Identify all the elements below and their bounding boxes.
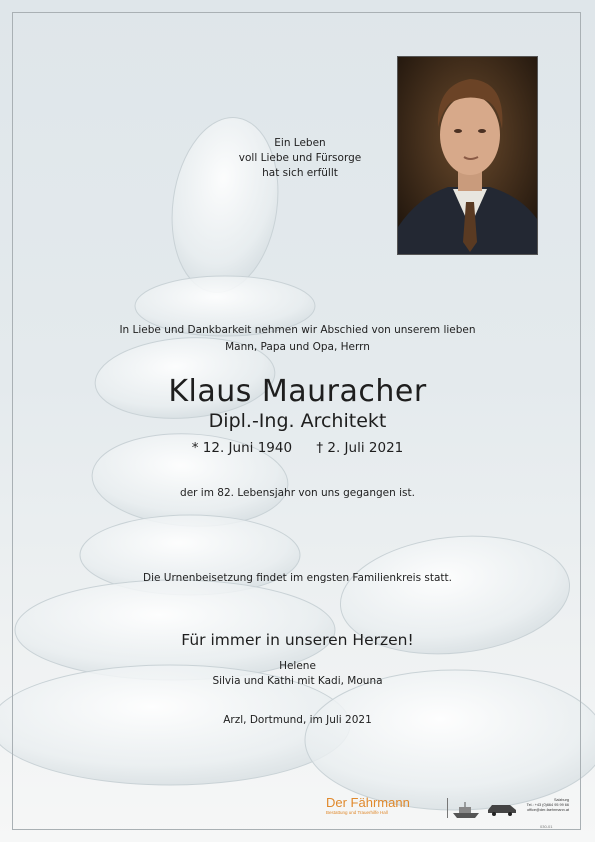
mourner-line-2: Silvia und Kathi mit Kadi, Mouna: [212, 675, 383, 687]
deceased-name: Klaus Mauracher: [168, 374, 427, 409]
deceased-title: Dipl.-Ing. Architekt: [208, 410, 387, 432]
motto: [200, 136, 400, 181]
intro-text: [0, 322, 595, 356]
contact-line-1: Salzburg: [554, 798, 569, 802]
motto-line-1: Ein Leben: [274, 137, 326, 149]
funeral-home-contact: [519, 798, 569, 813]
portrait-image: [398, 57, 538, 255]
mourners: [0, 659, 595, 689]
slogan: Für immer in unseren Herzen!: [181, 631, 414, 649]
portrait-photo: [397, 56, 538, 255]
intro-line-1: In Liebe und Dankbarkeit nehmen wir Abschied von unserem lieben: [119, 324, 476, 336]
birth-date: * 12. Juni 1940: [191, 440, 293, 456]
motto-line-3: hat sich erfüllt: [262, 167, 338, 179]
mourner-line-1: Helene: [279, 660, 316, 672]
place-date: Arzl, Dortmund, im Juli 2021: [223, 714, 372, 726]
contact-line-2: Tel.: +43 (0)664 95 99 66: [526, 803, 569, 807]
urn-note: Die Urnenbeisetzung findet im engsten Familienkreis statt.: [142, 572, 452, 584]
life-dates: [0, 440, 595, 456]
death-date: † 2. Juli 2021: [316, 440, 404, 456]
contact-line-3: office@der-faehrmann.at: [527, 808, 569, 812]
hearse-icon: [486, 802, 518, 816]
intro-line-2: Mann, Papa und Opa, Herrn: [225, 341, 370, 353]
funeral-home-subtitle: Bestattung und Trauerhilfe Hall: [326, 810, 388, 815]
motto-line-2: voll Liebe und Fürsorge: [238, 152, 362, 164]
footer-divider: [447, 798, 448, 818]
age-note: der im 82. Lebensjahr von uns gegangen ist.: [180, 487, 415, 499]
print-code: 030-01: [540, 824, 553, 829]
ferry-boat-icon: [451, 801, 481, 819]
funeral-home-brand: Der Fährmann: [326, 795, 410, 810]
